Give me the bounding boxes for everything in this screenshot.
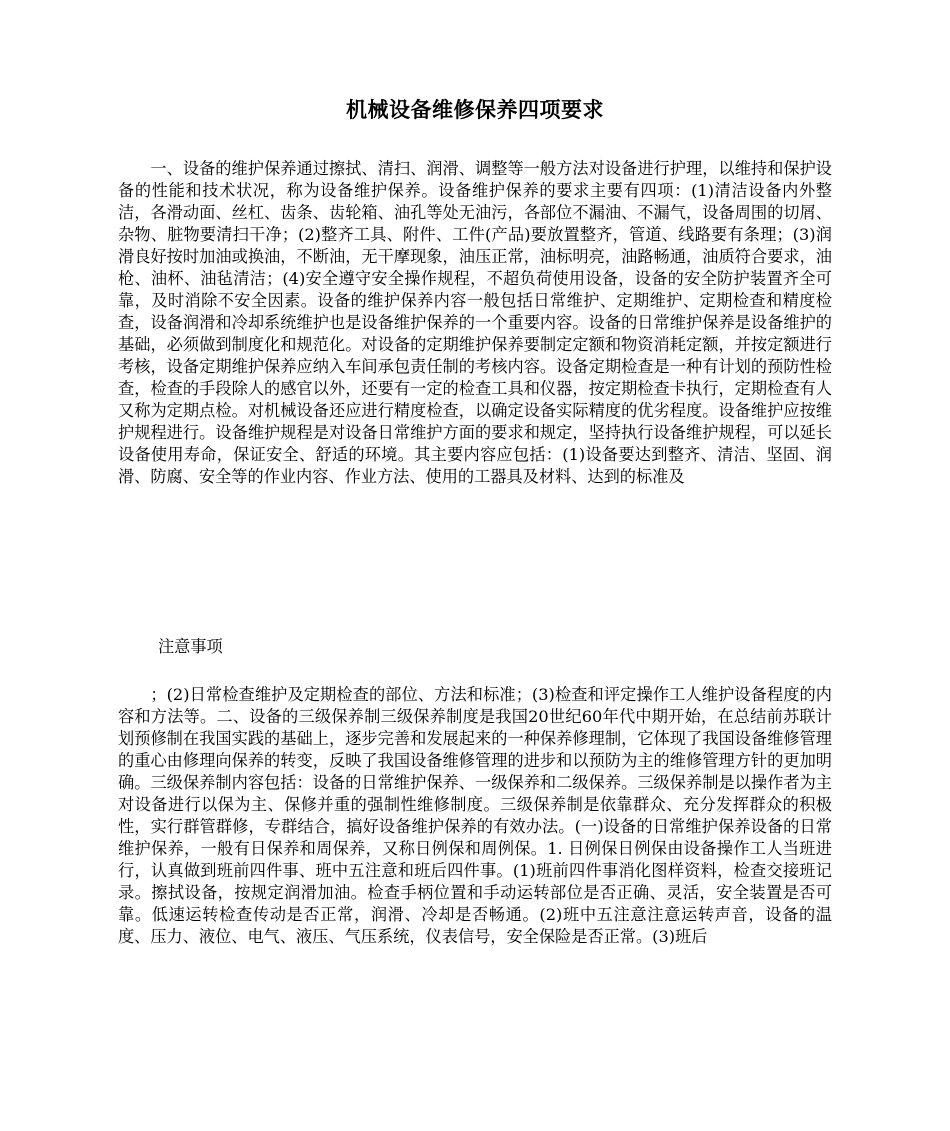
notice-heading: 注意事项: [158, 637, 223, 656]
body-paragraph-1: 一、设备的维护保养通过擦拭、清扫、润滑、调整等一般方法对设备进行护理，以维持和保护设备的性能和技术状况，称为设备维护保养。设备维护保养的要求主要有四项：(1)清洁设备内外整洁，各滑动面、丝杠、齿条、齿轮箱、油孔等处无油污，各部位不漏油、不漏气，设备周围的切屑、杂物、脏物要清扫干净；(2)整齐工具、附件、工件(产品)要放置整齐，管道、线路要有条理；(3)润滑良好按时加油或换油，不断油，无干摩现象，油压正常，油标明亮，油路畅通，油质符合要求，油枪、油杯、油毡清洁；(4)安全遵守安全操作规程，不超负荷使用设备，设备的安全防护装置齐全可靠，及时消除不安全因素。设备的维护保养内容一般包括日常维护、定期维护、定期检查和精度检查，设备润滑和冷却系统维护也是设备维护保养的一个重要内容。设备的日常维护保养是设备维护的基础，必须做到制度化和规范化。对设备的定期维护保养要制定定额和物资消耗定额，并按定额进行考核，设备定期维护保养应纳入车间承包责任制的考核内容。设备定期检查是一种有计划的预防性检查，检查的手段除人的感官以外，还要有一定的检查工具和仪器，按定期检查卡执行，定期检查有人又称为定期点检。对机械设备还应进行精度检查，以确定设备实际精度的优劣程度。设备维护应按维护规程进行。设备维护规程是对设备日常维护方面的要求和规定，坚持执行设备维护规程，可以延长设备使用寿命，保证安全、舒适的环境。其主要内容应包括：(1)设备要达到整齐、清洁、坚固、润滑、防腐、安全等的作业内容、作业方法、使用的工器具及材料、达到的标准及: [118, 159, 832, 486]
body-paragraph-2: ；(2)日常检查维护及定期检查的部位、方法和标准；(3)检查和评定操作工人维护设备程度的内容和方法等。二、设备的三级保养制三级保养制度是我国20世纪60年代中期开始，在总结前苏联计划预修制在我国实践的基础上，逐步完善和发展起来的一种保养修理制，它体现了我国设备维修管理的重心由修理向保养的转变，反映了我国设备维修管理的进步和以预防为主的维修管理方针的更加明确。三级保养制内容包括：设备的日常维护保养、一级保养和二级保养。三级保养制是以操作者为主对设备进行以保为主、保修并重的强制性维修制度。三级保养制是依靠群众、充分发挥群众的积极性，实行群管群修，专群结合，搞好设备维护保养的有效办法。(一)设备的日常维护保养设备的日常维护保养，一般有日保养和周保养，又称日例保和周例保。1. 日例保日例保由设备操作工人当班进行，认真做到班前四件事、班中五注意和班后四件事。(1)班前四件事消化图样资料，检查交接班记录。擦拭设备，按规定润滑加油。检查手柄位置和手动运转部位是否正确、灵活，安全装置是否可靠。低速运转检查传动是否正常，润滑、冷却是否畅通。(2)班中五注意注意运转声音，设备的温度、压力、液位、电气、液压、气压系统，仪表信号，安全保险是否正常。(3)班后: [118, 685, 832, 946]
document-title: 机械设备维修保养四项要求: [346, 97, 604, 122]
